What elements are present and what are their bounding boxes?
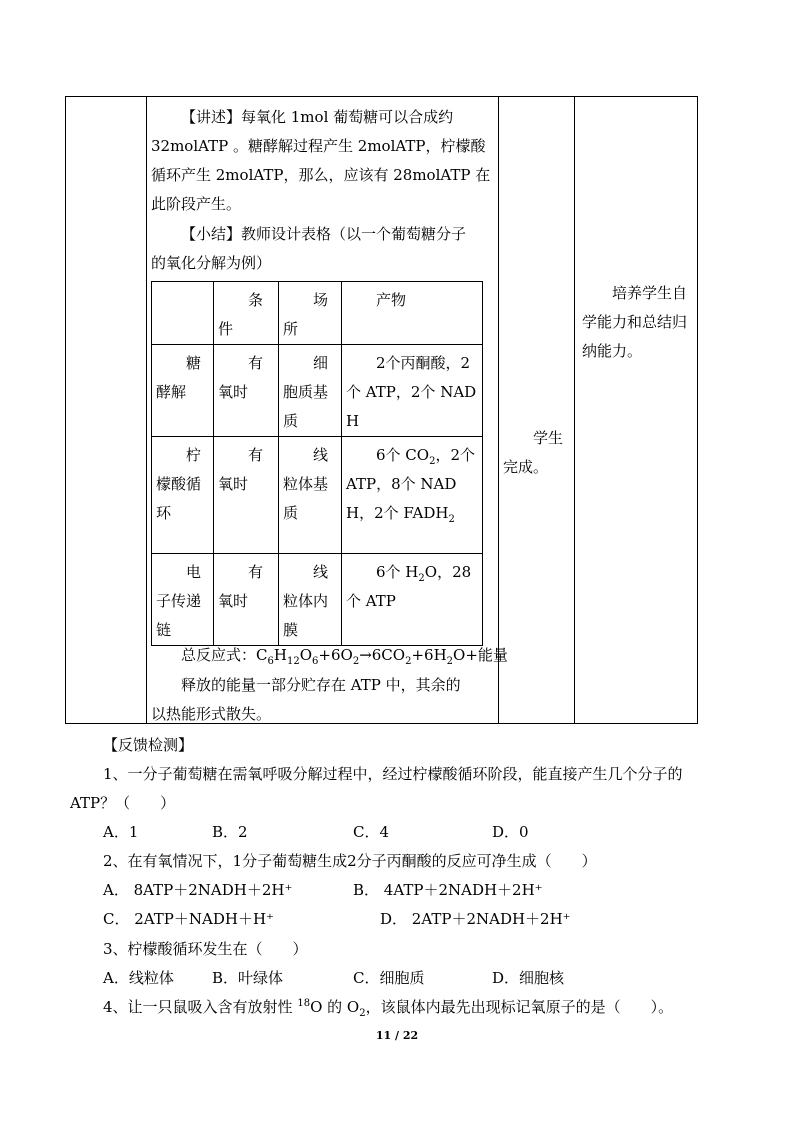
question-4: 4、让一只鼠吸入含有放射性 $^{18}$O 的 $O_2$，该鼠体内最先出现标记氧原子的是（ ）。 — [103, 998, 674, 1019]
table-row — [152, 437, 483, 554]
location-cell: 线粒体内膜 — [283, 563, 329, 639]
q1-option-b: B．2 — [212, 823, 248, 841]
products-cell: 2个丙酮酸，2个 ATP，2个 NADH — [346, 354, 477, 430]
header-cell-location: 场所 — [279, 282, 342, 345]
products-cell: 6个 $H_2O$，28个 ATP — [346, 563, 472, 610]
condition-cell: 有氧时 — [218, 354, 264, 401]
column-divider — [574, 97, 575, 723]
respiration-summary-table — [151, 281, 483, 646]
table-row — [152, 554, 483, 646]
q1-option-d: D．0 — [492, 823, 529, 841]
header-cell-condition: 条件 — [214, 282, 279, 345]
summary-line-2: 的氧化分解为例） — [151, 254, 272, 272]
q2-option-d: D． 2ATP＋2NADH＋2H⁺ — [380, 910, 571, 928]
q2-option-b: B． 4ATP＋2NADH＋2H⁺ — [353, 881, 543, 899]
table-header-row — [152, 282, 483, 345]
q1-option-a: A．1 — [103, 823, 139, 841]
stage-cell: 电子传递链 — [156, 563, 202, 639]
lecture-line-3: 循环产生 2molATP，那么，应该有 28molATP 在 — [151, 166, 491, 184]
purpose-cell: 培养学生自学能力和总结归纳能力。 — [582, 284, 688, 360]
q2-option-c: C． 2ATP＋NADH＋H⁺ — [103, 910, 274, 928]
q3-option-b: B．叶绿体 — [212, 969, 284, 987]
column-divider — [498, 97, 499, 723]
page-number: 11 / 22 — [375, 1029, 419, 1042]
header-cell-empty — [152, 282, 214, 345]
stage-cell: 柠檬酸循环 — [156, 446, 202, 522]
stage-cell: 糖酵解 — [156, 354, 202, 401]
q3-option-d: D．细胞核 — [492, 969, 565, 987]
energy-line-1: 释放的能量一部分贮存在 ATP 中，其余的 — [181, 676, 461, 694]
energy-line-2: 以热能形式散失。 — [151, 705, 272, 723]
feedback-heading: 【反馈检测】 — [103, 736, 194, 754]
location-cell: 细胞质基质 — [283, 354, 329, 430]
q3-option-a: A．线粒体 — [103, 969, 174, 987]
student-activity-cell: 学生完成。 — [503, 429, 564, 476]
q1-option-c: C．4 — [353, 823, 390, 841]
column-divider — [146, 97, 147, 723]
condition-cell: 有氧时 — [218, 446, 264, 493]
table-row — [152, 345, 483, 437]
lecture-line-1: 【讲述】每氧化 1mol 葡萄糖可以合成约 — [181, 108, 454, 126]
q3-option-c: C．细胞质 — [353, 969, 425, 987]
total-equation: 总反应式：$C_6H_{12}O_6+6O_2\to 6CO_2+6H_2O+$能量 — [181, 646, 508, 667]
condition-cell: 有氧时 — [218, 563, 264, 610]
question-1-line-1: 1、一分子葡萄糖在需氧呼吸分解过程中，经过柠檬酸循环阶段，能直接产生几个分子的 — [103, 765, 683, 783]
question-2: 2、在有氧情况下，1分子葡萄糖生成2分子丙酮酸的反应可净生成（ ） — [103, 852, 597, 870]
products-cell: 6个 $CO_2$，2个 ATP，8个 NADH，2个 $FADH_2$ — [346, 446, 476, 525]
question-1-line-2: ATP？（ ） — [70, 794, 176, 812]
lecture-line-2: 32molATP 。糖酵解过程产生 2molATP，柠檬酸 — [151, 137, 486, 155]
question-3: 3、柠檬酸循环发生在（ ） — [103, 940, 308, 958]
q2-option-a: A． 8ATP＋2NADH＋2H⁺ — [103, 881, 293, 899]
header-cell-products: 产物 — [342, 282, 483, 345]
summary-line-1: 【小结】教师设计表格（以一个葡萄糖分子 — [181, 225, 467, 243]
lecture-line-4: 此阶段产生。 — [151, 195, 242, 213]
location-cell: 线粒体基质 — [283, 446, 329, 522]
